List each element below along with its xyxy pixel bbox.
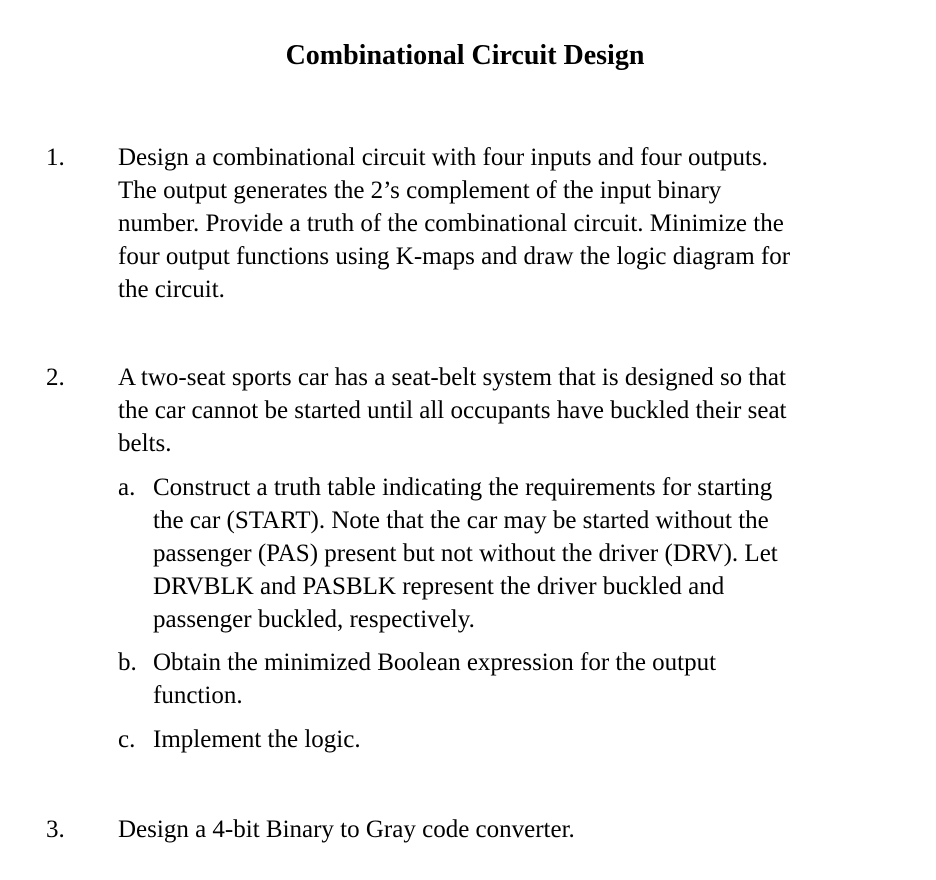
text-line: the car cannot be started until all occupants have buckled their seat — [118, 397, 787, 424]
subpart-text — [153, 471, 873, 636]
text-line: passenger (PAS) present but not without the driver (DRV). Let — [153, 540, 778, 567]
text-line: DRVBLK and PASBLK represent the driver buckled and — [153, 573, 725, 600]
text-line: Obtain the minimized Boolean expression for the output — [153, 649, 717, 676]
problem-number: 2. — [46, 364, 65, 391]
subpart-letter: a. — [118, 474, 136, 501]
document-title: Combinational Circuit Design — [285, 40, 645, 71]
text-line: the circuit. — [118, 276, 225, 303]
subpart-letter: c. — [118, 726, 136, 753]
subpart-letter: b. — [118, 649, 137, 676]
text-line: A two-seat sports car has a seat-belt system that is designed so that — [118, 364, 786, 391]
text-line: Design a combinational circuit with four inputs and four outputs. — [118, 144, 768, 171]
problem-text — [118, 141, 898, 306]
text-line: The output generates the 2’s complement of the input binary — [118, 177, 722, 204]
subpart-text — [153, 646, 873, 712]
subpart-text — [153, 723, 873, 756]
text-line: four output functions using K-maps and draw the logic diagram for — [118, 243, 791, 270]
text-line: function. — [153, 682, 243, 709]
text-line: passenger buckled, respectively. — [153, 606, 475, 633]
problem-text — [118, 361, 898, 460]
text-line: Implement the logic. — [153, 726, 361, 753]
text-line: Construct a truth table indicating the requirements for starting — [153, 474, 773, 501]
text-line: number. Provide a truth of the combinational circuit. Minimize the — [118, 210, 784, 237]
text-line: the car (START). Note that the car may be started without the — [153, 507, 769, 534]
text-line: belts. — [118, 430, 172, 457]
problem-number: 1. — [46, 144, 65, 171]
problem-number: 3. — [46, 816, 65, 843]
problem-text — [118, 813, 898, 846]
text-line: Design a 4-bit Binary to Gray code converter. — [118, 816, 575, 843]
